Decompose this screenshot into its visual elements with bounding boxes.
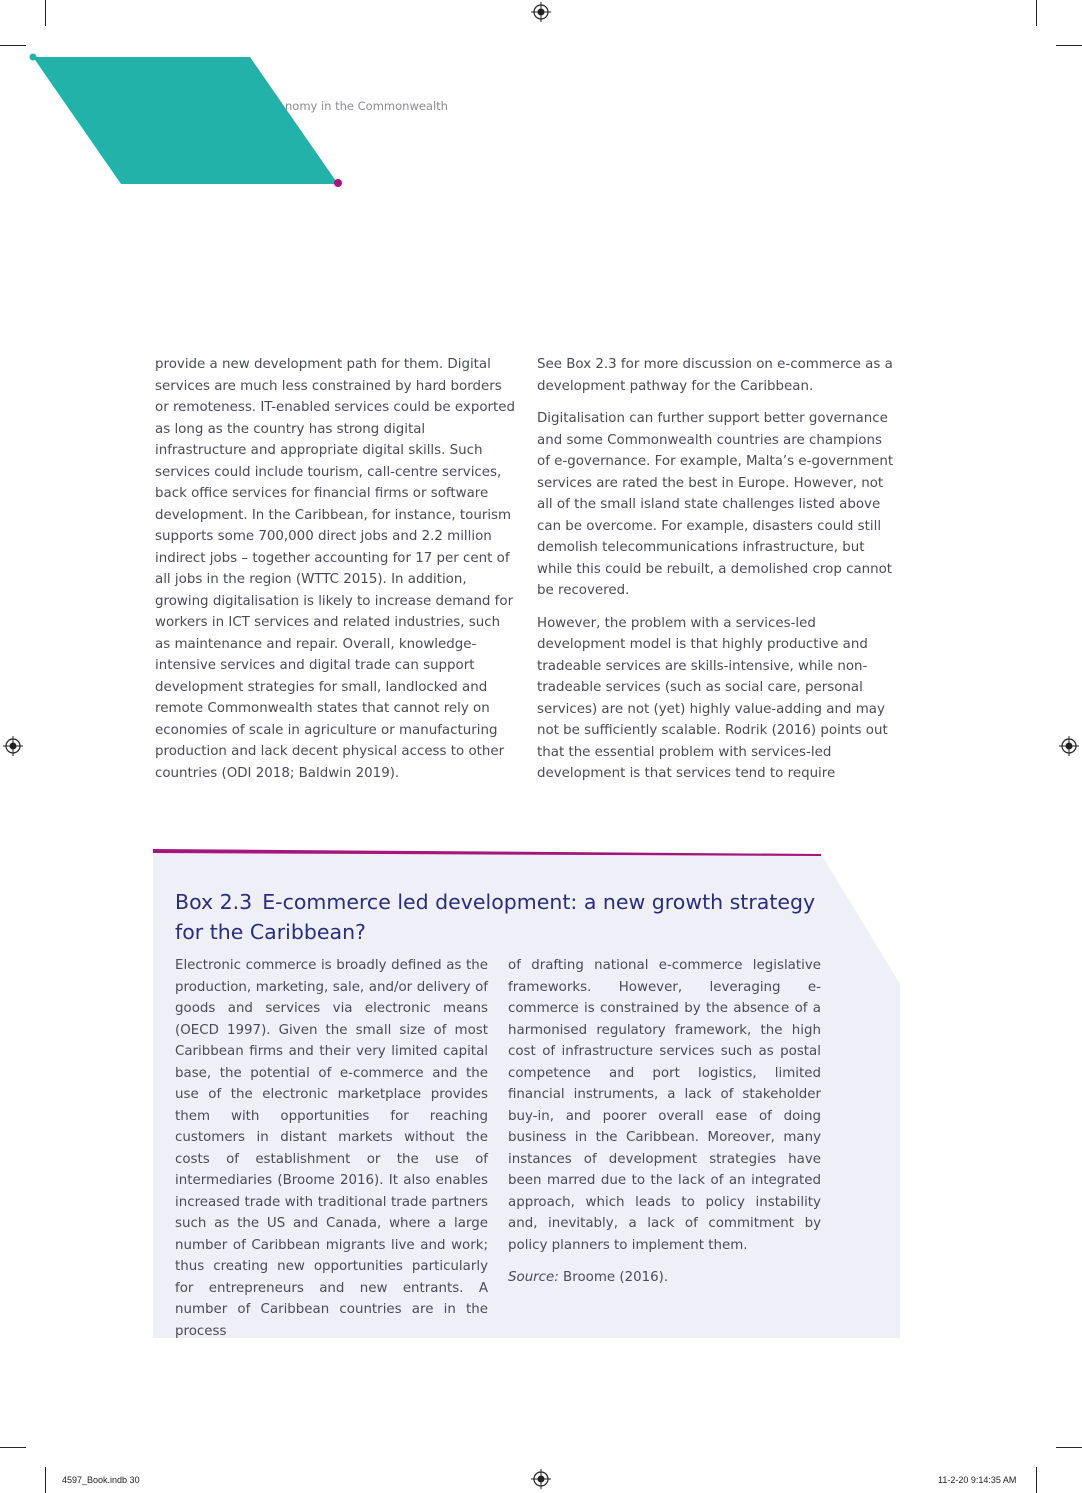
source-label: Source:	[508, 1270, 559, 1285]
body-left-column	[155, 354, 517, 795]
box-number: Box 2.3	[175, 890, 253, 914]
crop-mark	[45, 1467, 46, 1493]
running-head: nomy in the Commonwealth	[285, 99, 448, 113]
crop-mark	[1056, 45, 1082, 46]
crop-mark	[1036, 1467, 1037, 1493]
box-paragraph: of drafting national e-commerce legislative frameworks. However, leveraging e-commerce is constrained by the absence of a harmonised regulatory framework, the high cost of infrastructure services such as postal competence and port logistics, limited financial instruments, a lack of stakeholder buy-in, and poorer overall ease of doing business in the Caribbean. Moreover, many instances of development strategies have been marred due to the lack of an integrated approach, which leads to policy instability and, inevitably, a lack of commitment by policy planners to implement them.	[508, 958, 821, 1253]
registration-mark-icon	[1059, 736, 1079, 756]
crop-mark	[1036, 0, 1037, 26]
body-paragraph: See Box 2.3 for more discussion on e-commerce as a development pathway for the Caribbean.	[537, 357, 893, 394]
box-paragraph: Electronic commerce is broadly defined as the production, marketing, sale, and/or delivery of goods and services via electronic means (OECD 1997). Given the small size of most Caribbean firms and their very limited capital base, the potential of e-commerce and the use of the electronic marketplace provides them with opportunities for reaching customers in distant markets without the costs of establishment or the use of intermediaries (Broome 2016). It also enables increased trade with traditional trade partners such as the US and Canada, where a large number of Caribbean migrants live and work; thus creating new opportunities particularly for entrepreneurs and new entrants. A number of Caribbean countries are in the process	[175, 958, 488, 1339]
registration-mark-icon	[531, 2, 551, 22]
box-right-column	[508, 955, 821, 1300]
box-title	[175, 887, 835, 947]
source-text: Broome (2016).	[558, 1270, 669, 1285]
registration-mark-icon	[531, 1469, 551, 1489]
body-paragraph: provide a new development path for them. Digital services are much less constrained by hard borders or remoteness. IT-enabled services could be exported as long as the country has strong digital infrastructure and appropriate digital skills. Such services could include tourism, call-centre services, back office services for financial firms or software development. In the Caribbean, for instance, tourism supports some 700,000 direct jobs and 2.2 million indirect jobs – together accounting for 17 per cent of all jobs in the region (WTTC 2015). In addition, growing digitalisation is likely to increase demand for workers in ICT services and related industries, such as maintenance and repair. Overall, knowledge-intensive services and digital trade can support development strategies for small, landlocked and remote Commonwealth states that cannot rely on economies of scale in agriculture or manufacturing production and lack decent physical access to other countries (ODI 2018; Baldwin 2019).	[155, 357, 516, 781]
crop-mark	[0, 1447, 26, 1448]
registration-mark-icon	[3, 736, 23, 756]
box-left-column	[175, 955, 488, 1353]
box-source	[508, 1267, 821, 1289]
body-right-column	[537, 354, 899, 796]
file-slug: 4597_Book.indb 30	[62, 1475, 140, 1485]
crop-mark	[45, 0, 46, 26]
print-timestamp: 11-2-20 9:14:35 AM	[938, 1475, 1017, 1485]
crop-mark	[1056, 1447, 1082, 1448]
body-paragraph: However, the problem with a services-led development model is that highly productive and tradeable services are skills-intensive, while non-tradeable services (such as social care, personal services) are not (yet) highly value-adding and may not be sufficiently scalable. Rodrik (2016) points out that the essential problem with services-led development is that services tend to require	[537, 615, 888, 781]
header-accent-shape	[28, 52, 348, 192]
box-heading: E-commerce led development: a new growth strategy for the Caribbean?	[175, 890, 816, 944]
crop-mark	[0, 45, 26, 46]
body-paragraph: Digitalisation can further support better governance and some Commonwealth countries are champions of e-governance. For example, Malta’s e-government services are rated the best in Europe. However, not all of the small island state challenges listed above can be overcome. For example, disasters could still demolish telecommunications infrastructure, but while this could be rebuilt, a demolished crop cannot be recovered.	[537, 411, 894, 598]
